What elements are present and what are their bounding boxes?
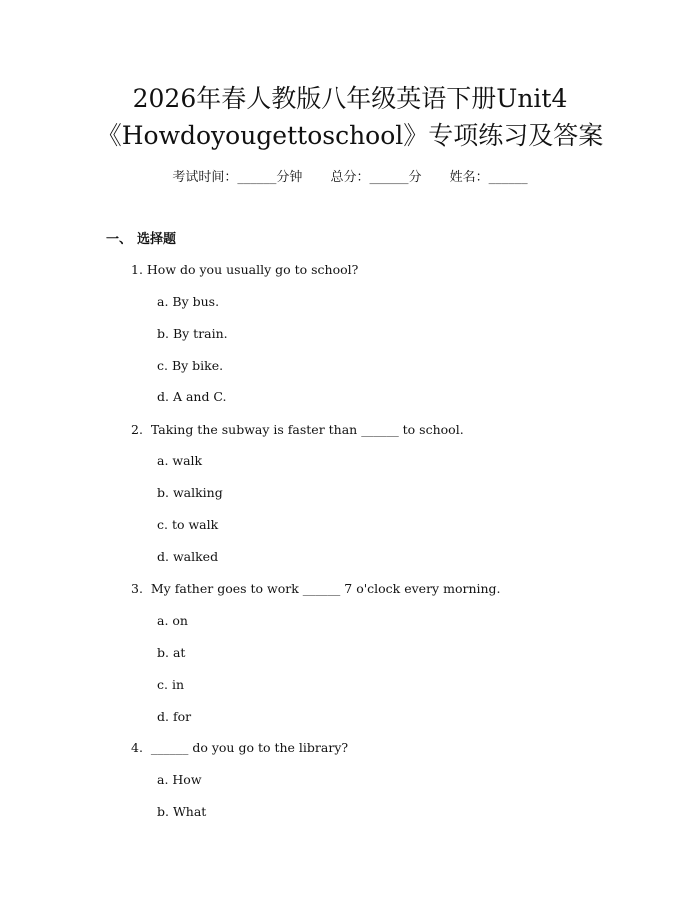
exam-score: 总分：______分: [330, 170, 422, 185]
question-4-option-b: b. What: [157, 804, 207, 819]
question-1-option-d: d. A and C.: [157, 389, 227, 404]
question-3-option-b: b. at: [157, 645, 186, 660]
section-number: 一、: [106, 232, 133, 247]
section-title: 选择题: [137, 232, 177, 247]
section-heading: [106, 230, 176, 250]
question-4-option-a: a. How: [157, 772, 202, 787]
page-title-line2: 《Howdoyougettoschool》专项练习及答案: [96, 121, 604, 150]
page-title-line1: 2026年春人教版八年级英语下册Unit4: [132, 84, 568, 113]
question-3-option-a: a. on: [157, 613, 188, 628]
question-3-option-d: d. for: [157, 709, 192, 724]
question-4: 4. ______ do you go to the library?: [131, 740, 349, 755]
question-1-option-c: c. By bike.: [157, 358, 224, 373]
exam-meta: [0, 168, 700, 188]
question-2-option-a: a. walk: [157, 453, 203, 468]
question-2-option-c: c. to walk: [157, 517, 219, 532]
exam-time: 考试时间：______分钟: [172, 170, 303, 185]
question-2: 2. Taking the subway is faster than ______ to school.: [131, 422, 464, 437]
question-1-option-b: b. By train.: [157, 326, 228, 341]
question-2-option-d: d. walked: [157, 549, 219, 564]
question-1: 1. How do you usually go to school?: [131, 262, 359, 277]
student-name: 姓名：______: [449, 170, 528, 185]
question-1-option-a: a. By bus.: [157, 294, 220, 309]
question-3-option-c: c. in: [157, 677, 184, 692]
question-3: 3. My father goes to work ______ 7 o'clock every morning.: [131, 581, 501, 596]
question-2-option-b: b. walking: [157, 485, 223, 500]
